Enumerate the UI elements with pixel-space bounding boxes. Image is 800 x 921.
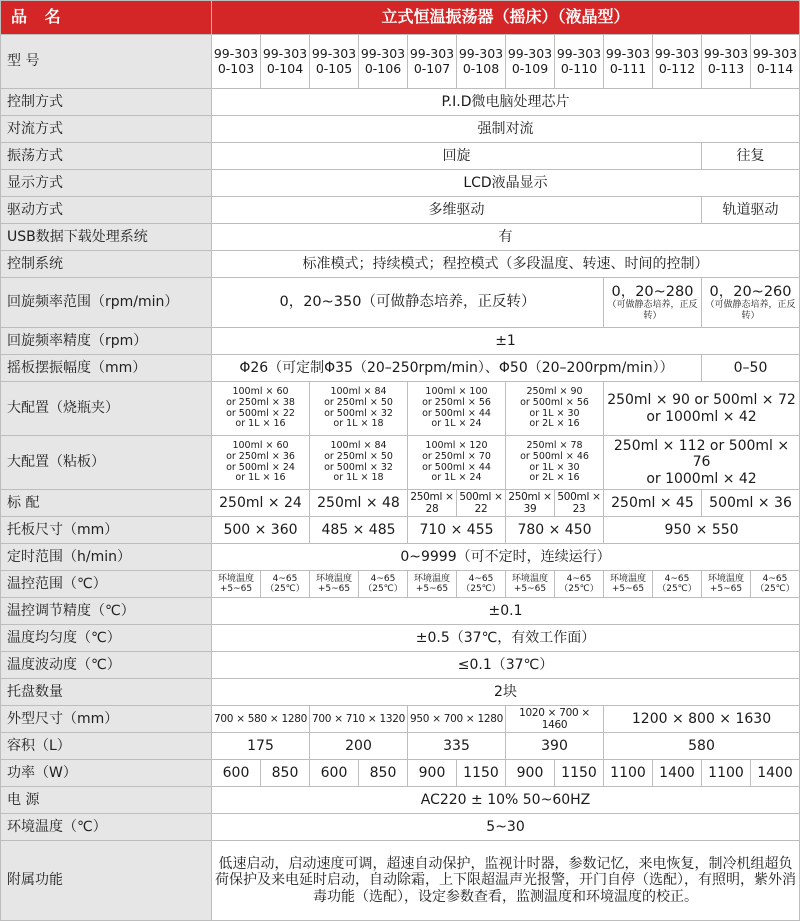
cap-line: or 1000ml × 42 bbox=[646, 470, 757, 487]
standard-cell: 500ml × 36 bbox=[702, 490, 800, 517]
cap-line: +5~65 bbox=[611, 584, 645, 594]
ambient-row bbox=[1, 814, 800, 841]
cap-line: or 1L × 18 bbox=[333, 418, 384, 430]
power-cell: 600 bbox=[212, 760, 261, 787]
cap-line: or 1L × 30 bbox=[529, 407, 580, 419]
cap-line: 环境温度 bbox=[609, 573, 646, 584]
power-cell: 600 bbox=[310, 760, 359, 787]
control-mode-value: P.I.D微电脑处理芯片 bbox=[212, 89, 800, 116]
cap-line: 250ml × 90 bbox=[526, 385, 583, 397]
cap-line: 100ml × 84 bbox=[330, 385, 387, 397]
timer-label: 定时范围（h/min） bbox=[1, 544, 212, 571]
drive-row bbox=[1, 197, 800, 224]
cap-line: +5~65 bbox=[415, 584, 449, 594]
temp-ambient-cell bbox=[702, 571, 751, 598]
cap-line: 环境温度 bbox=[315, 573, 352, 584]
cap-line: or 2L × 16 bbox=[529, 418, 580, 430]
volume-row bbox=[1, 733, 800, 760]
control-system-row bbox=[1, 251, 800, 278]
model-cell: 99-3030-105 bbox=[310, 35, 359, 89]
tray-size-cell: 485 × 485 bbox=[310, 517, 408, 544]
supply-row bbox=[1, 787, 800, 814]
convection-row bbox=[1, 116, 800, 143]
tray-size-cell: 500 × 360 bbox=[212, 517, 310, 544]
tray-count-row bbox=[1, 679, 800, 706]
cap-line: 100ml × 100 bbox=[425, 385, 488, 397]
cap-line: （25℃） bbox=[755, 584, 795, 594]
cap-line: 100ml × 60 bbox=[232, 385, 289, 397]
freq-precision-label: 回旋频率精度（rpm） bbox=[1, 328, 212, 355]
max-flask-label: 大配置（烧瓶夹） bbox=[1, 382, 212, 436]
freq-range-c bbox=[702, 278, 800, 328]
cap-line: or 500ml × 22 bbox=[226, 407, 295, 419]
temp-uniformity-value: ±0.5（37℃，有效工作面） bbox=[212, 625, 800, 652]
power-cell: 850 bbox=[359, 760, 408, 787]
amplitude-row bbox=[1, 355, 800, 382]
standard-cell: 500ml × 22 bbox=[457, 490, 506, 517]
freq-range-row bbox=[1, 278, 800, 328]
tray-count-label: 托盘数量 bbox=[1, 679, 212, 706]
standard-cell: 250ml × 45 bbox=[604, 490, 702, 517]
freq-range-b bbox=[604, 278, 702, 328]
power-cell: 900 bbox=[408, 760, 457, 787]
temp-ambient-cell bbox=[604, 571, 653, 598]
model-cell: 99-3030-110 bbox=[555, 35, 604, 89]
name-header: 品 名 bbox=[1, 1, 212, 35]
usb-label: USB数据下载处理系统 bbox=[1, 224, 212, 251]
cap-line: +5~65 bbox=[513, 584, 547, 594]
oscillation-label: 振荡方式 bbox=[1, 143, 212, 170]
cap-line: 250ml × 78 bbox=[526, 439, 583, 451]
dimensions-cell: 700 × 710 × 1320 bbox=[310, 706, 408, 733]
standard-cell: 250ml × 48 bbox=[310, 490, 408, 517]
ambient-value: 5~30 bbox=[212, 814, 800, 841]
temp-precision-value: ±0.1 bbox=[212, 598, 800, 625]
temp-precision-label: 温控调节精度（℃） bbox=[1, 598, 212, 625]
freq-range-c-note: （可做静态培养，正反转） bbox=[705, 300, 796, 321]
drive-label: 驱动方式 bbox=[1, 197, 212, 224]
standard-cell: 250ml × 28 bbox=[408, 490, 457, 517]
cap-line: or 500ml × 44 bbox=[422, 461, 491, 473]
cap-line: or 500ml × 32 bbox=[324, 461, 393, 473]
cap-line: or 250ml × 36 bbox=[226, 450, 295, 462]
display-row bbox=[1, 170, 800, 197]
header-row bbox=[1, 1, 800, 35]
cap-line: or 1L × 16 bbox=[235, 472, 286, 484]
cap-line: 4~65 bbox=[664, 573, 690, 584]
cap-line: 环境温度 bbox=[217, 573, 254, 584]
timer-value: 0~9999（可不定时，连续运行） bbox=[212, 544, 800, 571]
volume-cell: 200 bbox=[310, 733, 408, 760]
tray-count-value: 2块 bbox=[212, 679, 800, 706]
standard-row bbox=[1, 490, 800, 517]
tray-size-cell: 950 × 550 bbox=[604, 517, 800, 544]
volume-label: 容积（L） bbox=[1, 733, 212, 760]
cap-line: 环境温度 bbox=[413, 573, 450, 584]
cap-line: or 2L × 16 bbox=[529, 472, 580, 484]
tray-size-row bbox=[1, 517, 800, 544]
dimensions-row bbox=[1, 706, 800, 733]
tray-size-cell: 710 × 455 bbox=[408, 517, 506, 544]
temp-fluctuation-value: ≤0.1（37℃） bbox=[212, 652, 800, 679]
cap-line: 250ml × 90 or 500ml × 72 bbox=[607, 392, 796, 409]
max-flask-cell bbox=[408, 382, 506, 436]
cap-line: +5~65 bbox=[219, 584, 253, 594]
max-flask-cell bbox=[604, 382, 800, 436]
cap-line: 4~65 bbox=[370, 573, 396, 584]
power-cell: 850 bbox=[261, 760, 310, 787]
model-row bbox=[1, 35, 800, 89]
cap-line: （25℃） bbox=[657, 584, 697, 594]
model-cell: 99-3030-107 bbox=[408, 35, 457, 89]
cap-line: 250ml × 112 or 500ml × 76 bbox=[613, 438, 790, 471]
temp-range-label: 温控范围（℃） bbox=[1, 571, 212, 598]
temp-ambient-cell bbox=[506, 571, 555, 598]
power-cell: 1400 bbox=[751, 760, 800, 787]
dimensions-cell: 1020 × 700 × 1460 bbox=[506, 706, 604, 733]
dimensions-cell: 950 × 700 × 1280 bbox=[408, 706, 506, 733]
standard-cell: 250ml × 24 bbox=[212, 490, 310, 517]
max-flask-cell bbox=[212, 382, 310, 436]
max-sticky-cell bbox=[604, 436, 800, 490]
power-cell: 1400 bbox=[653, 760, 702, 787]
convection-value: 强制对流 bbox=[212, 116, 800, 143]
max-sticky-cell bbox=[408, 436, 506, 490]
tray-size-cell: 780 × 450 bbox=[506, 517, 604, 544]
model-cell: 99-3030-113 bbox=[702, 35, 751, 89]
freq-range-b-note: （可做静态培养，正反转） bbox=[607, 300, 698, 321]
volume-cell: 390 bbox=[506, 733, 604, 760]
freq-precision-value: ±1 bbox=[212, 328, 800, 355]
temp-ambient-cell bbox=[408, 571, 457, 598]
display-value: LCD液晶显示 bbox=[212, 170, 800, 197]
extras-value: 低速启动，启动速度可调，超速自动保护，监视计时器，参数记忆，来电恢复，制冷机组超负荷保护及来电延时启动，自动除霜，上下限超温声光报警，开门自停（选配），有照明，紫外消毒功能（选配），设定参数查看，监测温度和环境温度的校正。 bbox=[212, 841, 800, 921]
cap-line: 100ml × 84 bbox=[330, 439, 387, 451]
cap-line: or 1L × 18 bbox=[333, 472, 384, 484]
cap-line: 4~65 bbox=[566, 573, 592, 584]
cap-line: or 250ml × 50 bbox=[324, 450, 393, 462]
volume-cell: 580 bbox=[604, 733, 800, 760]
power-cell: 1100 bbox=[702, 760, 751, 787]
temp-precision-row bbox=[1, 598, 800, 625]
max-sticky-cell bbox=[212, 436, 310, 490]
freq-range-label: 回旋频率范围（rpm/min） bbox=[1, 278, 212, 328]
drive-track: 轨道驱动 bbox=[702, 197, 800, 224]
temp-cool-cell bbox=[555, 571, 604, 598]
standard-cell: 500ml × 23 bbox=[555, 490, 604, 517]
cap-line: or 1L × 24 bbox=[431, 472, 482, 484]
amplitude-b: 0–50 bbox=[702, 355, 800, 382]
freq-range-a: 0，20~350（可做静态培养，正反转） bbox=[212, 278, 604, 328]
convection-label: 对流方式 bbox=[1, 116, 212, 143]
amplitude-label: 摇板摆振幅度（mm） bbox=[1, 355, 212, 382]
power-label: 功率（W） bbox=[1, 760, 212, 787]
cap-line: or 250ml × 56 bbox=[422, 396, 491, 408]
temp-fluctuation-row bbox=[1, 652, 800, 679]
tray-size-label: 托板尺寸（mm） bbox=[1, 517, 212, 544]
dimensions-cell: 1200 × 800 × 1630 bbox=[604, 706, 800, 733]
volume-cell: 175 bbox=[212, 733, 310, 760]
oscillation-row bbox=[1, 143, 800, 170]
cap-line: 4~65 bbox=[762, 573, 788, 584]
control-mode-label: 控制方式 bbox=[1, 89, 212, 116]
power-row bbox=[1, 760, 800, 787]
oscillation-rotary: 回旋 bbox=[212, 143, 702, 170]
power-cell: 900 bbox=[506, 760, 555, 787]
cap-line: or 1L × 30 bbox=[529, 461, 580, 473]
cap-line: 环境温度 bbox=[707, 573, 744, 584]
display-label: 显示方式 bbox=[1, 170, 212, 197]
max-flask-row bbox=[1, 382, 800, 436]
drive-multi: 多维驱动 bbox=[212, 197, 702, 224]
standard-label: 标 配 bbox=[1, 490, 212, 517]
freq-precision-row bbox=[1, 328, 800, 355]
temp-cool-cell bbox=[653, 571, 702, 598]
cap-line: （25℃） bbox=[559, 584, 599, 594]
cap-line: （25℃） bbox=[363, 584, 403, 594]
model-cell: 99-3030-103 bbox=[212, 35, 261, 89]
cap-line: 100ml × 120 bbox=[425, 439, 488, 451]
cap-line: or 500ml × 24 bbox=[226, 461, 295, 473]
standard-cell: 250ml × 39 bbox=[506, 490, 555, 517]
cap-line: or 250ml × 50 bbox=[324, 396, 393, 408]
volume-cell: 335 bbox=[408, 733, 506, 760]
model-cell: 99-3030-111 bbox=[604, 35, 653, 89]
cap-line: or 500ml × 32 bbox=[324, 407, 393, 419]
model-cell: 99-3030-114 bbox=[751, 35, 800, 89]
temp-cool-cell bbox=[751, 571, 800, 598]
oscillation-reciprocating: 往复 bbox=[702, 143, 800, 170]
dimensions-label: 外型尺寸（mm） bbox=[1, 706, 212, 733]
temp-cool-cell bbox=[359, 571, 408, 598]
control-system-label: 控制系统 bbox=[1, 251, 212, 278]
cap-line: or 250ml × 70 bbox=[422, 450, 491, 462]
cap-line: +5~65 bbox=[709, 584, 743, 594]
supply-value: AC220 ± 10% 50~60HZ bbox=[212, 787, 800, 814]
control-system-value: 标准模式；持续模式；程控模式（多段温度、转速、时间的控制） bbox=[212, 251, 800, 278]
cap-line: or 500ml × 46 bbox=[520, 450, 589, 462]
cap-line: +5~65 bbox=[317, 584, 351, 594]
temp-cool-cell bbox=[457, 571, 506, 598]
temp-range-row bbox=[1, 571, 800, 598]
usb-row bbox=[1, 224, 800, 251]
temp-ambient-cell bbox=[212, 571, 261, 598]
extras-label: 附属功能 bbox=[1, 841, 212, 921]
freq-range-c-main: 0，20~260 bbox=[709, 283, 792, 300]
cap-line: （25℃） bbox=[461, 584, 501, 594]
cap-line: 4~65 bbox=[272, 573, 298, 584]
cap-line: 4~65 bbox=[468, 573, 494, 584]
product-title: 立式恒温振荡器（摇床）（液晶型） bbox=[212, 1, 800, 35]
temp-uniformity-row bbox=[1, 625, 800, 652]
max-sticky-cell bbox=[310, 436, 408, 490]
max-flask-cell bbox=[506, 382, 604, 436]
temp-ambient-cell bbox=[310, 571, 359, 598]
dimensions-cell: 700 × 580 × 1280 bbox=[212, 706, 310, 733]
power-cell: 1100 bbox=[604, 760, 653, 787]
control-mode-row bbox=[1, 89, 800, 116]
supply-label: 电 源 bbox=[1, 787, 212, 814]
temp-cool-cell bbox=[261, 571, 310, 598]
power-cell: 1150 bbox=[457, 760, 506, 787]
model-cell: 99-3030-109 bbox=[506, 35, 555, 89]
freq-range-b-main: 0，20~280 bbox=[611, 283, 694, 300]
temp-uniformity-label: 温度均匀度（℃） bbox=[1, 625, 212, 652]
ambient-label: 环境温度（℃） bbox=[1, 814, 212, 841]
max-sticky-row bbox=[1, 436, 800, 490]
model-cell: 99-3030-104 bbox=[261, 35, 310, 89]
model-cell: 99-3030-106 bbox=[359, 35, 408, 89]
extras-row bbox=[1, 841, 800, 921]
max-sticky-label: 大配置（粘板） bbox=[1, 436, 212, 490]
model-label: 型 号 bbox=[1, 35, 212, 89]
max-sticky-cell bbox=[506, 436, 604, 490]
power-cell: 1150 bbox=[555, 760, 604, 787]
model-cell: 99-3030-108 bbox=[457, 35, 506, 89]
cap-line: or 1L × 16 bbox=[235, 418, 286, 430]
temp-fluctuation-label: 温度波动度（℃） bbox=[1, 652, 212, 679]
amplitude-a: Φ26（可定制Φ35（20–250rpm/min）、Φ50（20–200rpm/min）） bbox=[212, 355, 702, 382]
cap-line: （25℃） bbox=[265, 584, 305, 594]
model-cell: 99-3030-112 bbox=[653, 35, 702, 89]
max-flask-cell bbox=[310, 382, 408, 436]
cap-line: or 1000ml × 42 bbox=[646, 408, 757, 425]
cap-line: or 1L × 24 bbox=[431, 418, 482, 430]
cap-line: or 500ml × 44 bbox=[422, 407, 491, 419]
cap-line: or 500ml × 56 bbox=[520, 396, 589, 408]
cap-line: 环境温度 bbox=[511, 573, 548, 584]
cap-line: or 250ml × 38 bbox=[226, 396, 295, 408]
usb-value: 有 bbox=[212, 224, 800, 251]
timer-row bbox=[1, 544, 800, 571]
cap-line: 100ml × 60 bbox=[232, 439, 289, 451]
